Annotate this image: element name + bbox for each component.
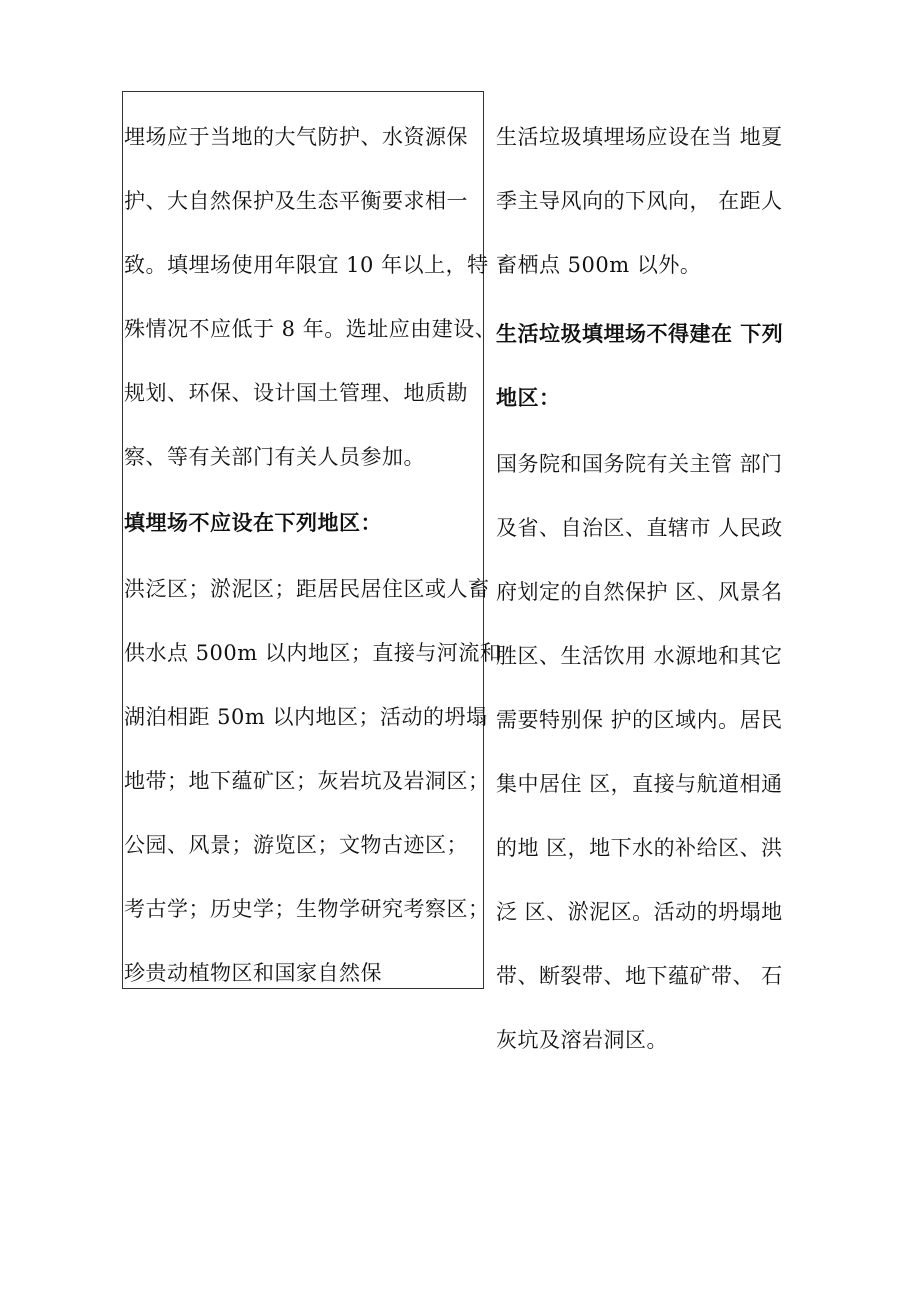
right-intro-paragraph <box>496 105 792 297</box>
text-line: 集中居住 区，直接与航道相通 <box>496 772 783 796</box>
text-line: 地带；地下蕴矿区；灰岩坑及岩洞区； <box>124 769 490 793</box>
text-line: 的地 区，地下水的补给区、洪 <box>496 836 783 860</box>
text-line: 带、断裂带、地下蕴矿带、 石 <box>496 964 783 988</box>
left-intro-paragraph <box>124 105 497 489</box>
left-list-paragraph <box>124 557 502 1005</box>
text-line: 殊情况不应低于 8 年。选址应由建设、 <box>124 317 497 341</box>
heading-line: 生活垃圾填埋场不得建在 下列 <box>496 321 784 346</box>
text-line: 洪泛区；淤泥区；距居民居住区或人畜 <box>124 577 490 601</box>
text-line: 灰坑及溶岩洞区。 <box>496 1028 668 1052</box>
text-line: 埋场应于当地的大气防护、水资源保 <box>124 125 468 149</box>
text-line: 供水点 500m 以内地区；直接与河流和 <box>124 641 502 665</box>
text-line: 考古学；历史学；生物学研究考察区； <box>124 897 490 921</box>
text-line: 胜区、生活饮用 水源地和其它 <box>496 644 783 668</box>
heading-line: 填埋场不应设在下列地区： <box>124 510 382 535</box>
text-line: 季主导风向的下风向， 在距人 <box>496 189 783 213</box>
text-line: 府划定的自然保护 区、风景名 <box>496 580 783 604</box>
right-list-paragraph <box>496 432 792 1072</box>
text-line: 致。填埋场使用年限宜 10 年以上，特 <box>124 253 489 277</box>
right-section-heading <box>496 302 792 430</box>
text-line: 泛 区、淤泥区。活动的坍塌地 <box>496 900 783 924</box>
text-line: 规划、环保、设计国土管理、地质勘 <box>124 381 468 405</box>
text-line: 畜栖点 500m 以外。 <box>496 253 702 277</box>
text-line: 公园、风景；游览区；文物古迹区； <box>124 833 468 857</box>
text-line: 护、大自然保护及生态平衡要求相一 <box>124 189 468 213</box>
text-line: 珍贵动植物区和国家自然保 <box>124 961 382 985</box>
heading-line: 地区： <box>496 385 561 410</box>
text-line: 及省、自治区、直辖市 人民政 <box>496 516 783 540</box>
text-line: 需要特别保 护的区域内。居民 <box>496 708 783 732</box>
text-line: 察、等有关部门有关人员参加。 <box>124 445 425 469</box>
text-line: 湖泊相距 50m 以内地区；活动的坍塌 <box>124 705 488 729</box>
left-section-heading <box>124 491 484 555</box>
text-line: 国务院和国务院有关主管 部门 <box>496 452 783 476</box>
text-line: 生活垃圾填埋场应设在当 地夏 <box>496 125 783 149</box>
